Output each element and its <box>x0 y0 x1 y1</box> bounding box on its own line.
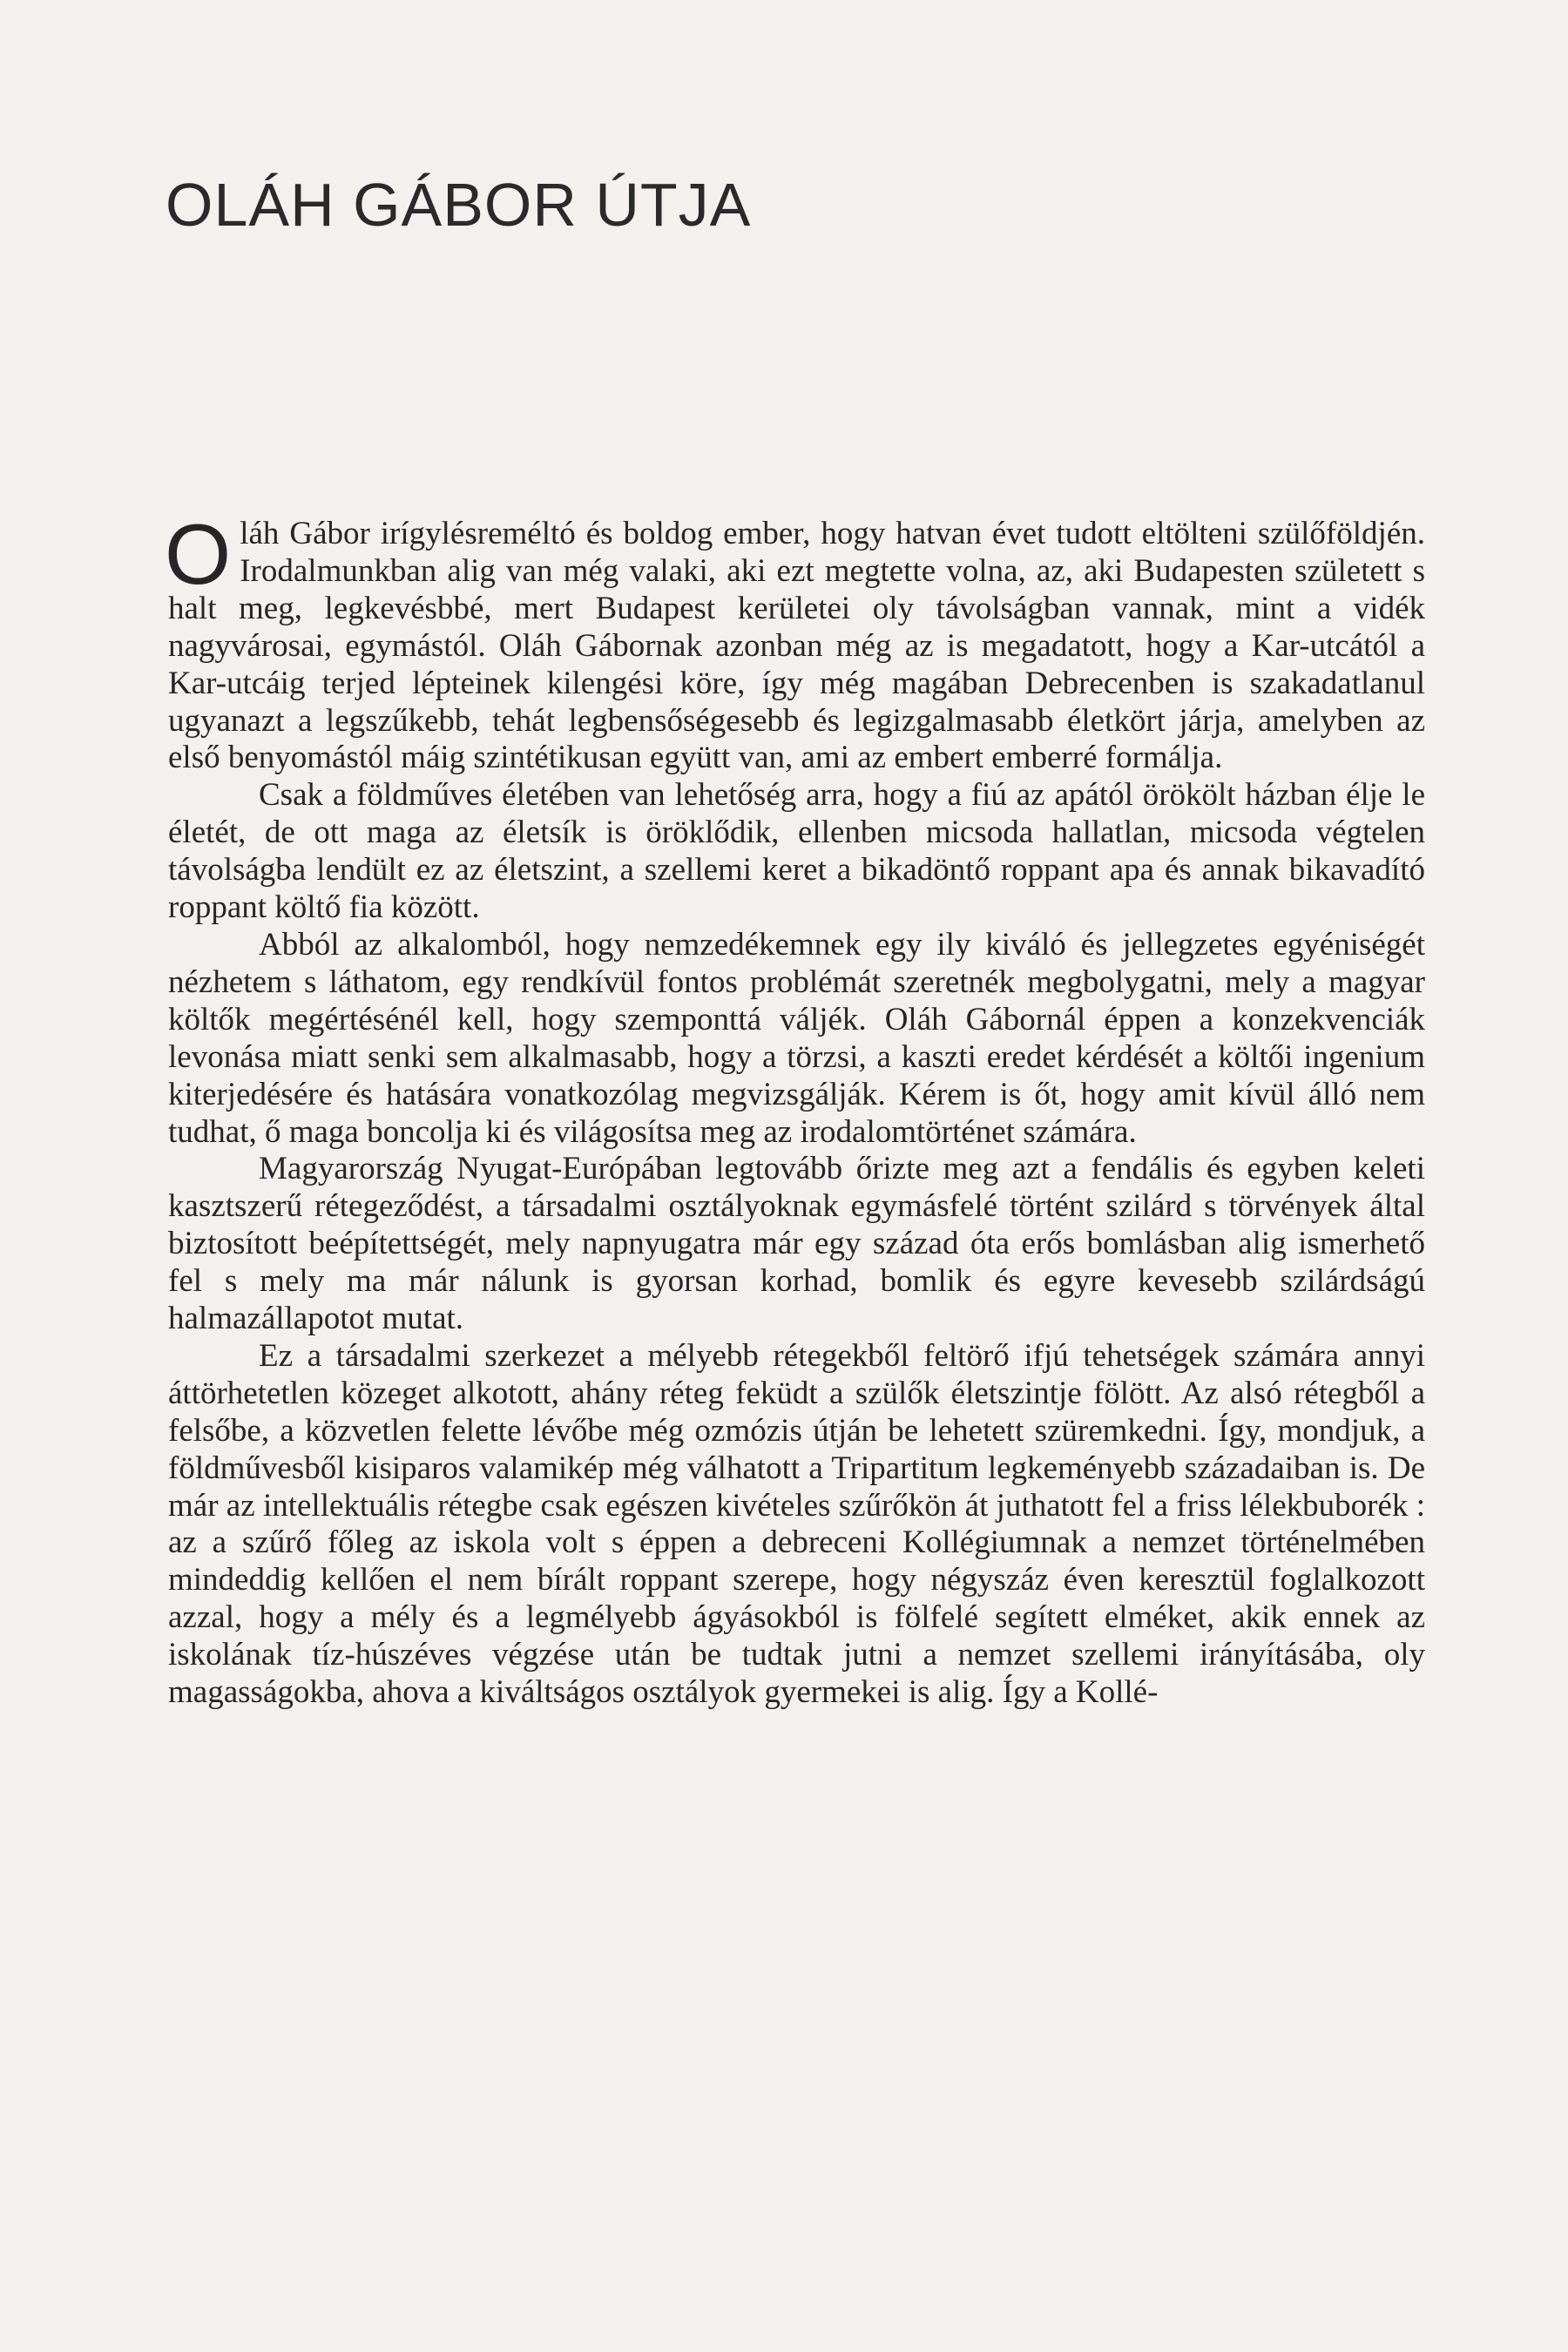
paragraph-2: Csak a földműves életében van lehetőség arra, hogy a fiú az apától örökölt házban élje le életét, de ott maga az életsík is öröklődik, ellenben micsoda hallatlan, micsoda végtelen távolságba lendült ez az életszint, a szellemi keret a bikadöntő roppant apa és annak bikavadító roppant költő fia között. <box>168 777 1425 926</box>
paragraph-4: Magyarország Nyugat-Európában legtovább őrizte meg azt a fendális és egyben keleti kasztszerű rétegeződést, a társadalmi osztályoknak egymásfelé történt szilárd s törvények által biztosított beépítettségét, mely napnyugatra már egy század óta erős bomlásban alig ismerhető fel s mely ma már nálunk is gyorsan korhad, bomlik és egyre kevesebb szilárdságú halmazállapotot mutat. <box>168 1151 1425 1337</box>
paragraph-3: Abból az alkalomból, hogy nemzedékemnek egy ily kiváló és jellegzetes egyéniségét nézhetem s láthatom, egy rendkívül fontos problémát szeretnék megbolygatni, mely a magyar költők megértésénél kell, hogy szemponttá váljék. Oláh Gábornál éppen a konzekvenciák levonása miatt senki sem alkalmasabb, hogy a törzsi, a kaszti eredet kérdését a költői ingenium kiterjedésére és hatására vonatkozólag megvizsgálják. Kérem is őt, hogy amit kívül álló nem tudhat, ő maga boncolja ki és világosítsa meg az irodalomtörténet számára. <box>168 926 1425 1150</box>
paragraph-5: Ez a társadalmi szerkezet a mélyebb rétegekből feltörő ifjú tehetségek számára annyi áttörhetetlen közeget alkotott, ahány réteg feküdt a szülők életszintje fölött. Az alsó rétegből a felsőbe, a közvetlen felette lévőbe még ozmózis útján be lehetett szüremkedni. Így, mondjuk, a földművesből kisiparos valamikép még válhatott a Tripartitum legkeményebb századaiban is. De már az intellektuális rétegbe csak egészen kivételes szűrőkön át juthatott fel a friss lélekbuborék : az a szűrő főleg az iskola volt s éppen a debreceni Kollégiumnak a nemzet történelmében mindeddig kellően el nem bírált roppant szerepe, hogy négyszáz éven keresztül foglalkozott azzal, hogy a mély és a legmélyebb ágyásokból is fölfelé segített elméket, akik ennek az iskolának tíz-húszéves végzése után be tudtak jutni a nemzet szellemi irányításába, oly magasságokba, ahova a kiváltságos osztályok gyermekei is alig. Így a Kollé- <box>168 1337 1425 1711</box>
paragraph-1 <box>165 506 1425 777</box>
drop-cap: O <box>165 506 232 602</box>
body-text <box>165 506 1425 1712</box>
paragraph-1-text: láh Gábor irígylésreméltó és boldog ember, hogy hatvan évet tudott eltölteni szülőföldjén. Irodalmunkban alig van még valaki, aki ezt megtette volna, az, aki Budapesten született s halt meg, legkevésbbé, mert Budapest kerületei oly távolságban vannak, mint a vidék nagyvárosai, egymástól. Oláh Gábornak azonban még az is megadatott, hogy a Kar-utcától a Kar-utcáig terjed lépteinek kilengési köre, így még magában Debrecenben is szakadatlanul ugyanazt a legszűkebb, tehát legbensőségesebb és legizgalmasabb életkört járja, amelyben az első benyomástól máig szintétikusan együtt van, ami az embert emberré formálja. <box>168 516 1425 776</box>
chapter-title: OLÁH GÁBOR ÚTJA <box>166 171 752 239</box>
